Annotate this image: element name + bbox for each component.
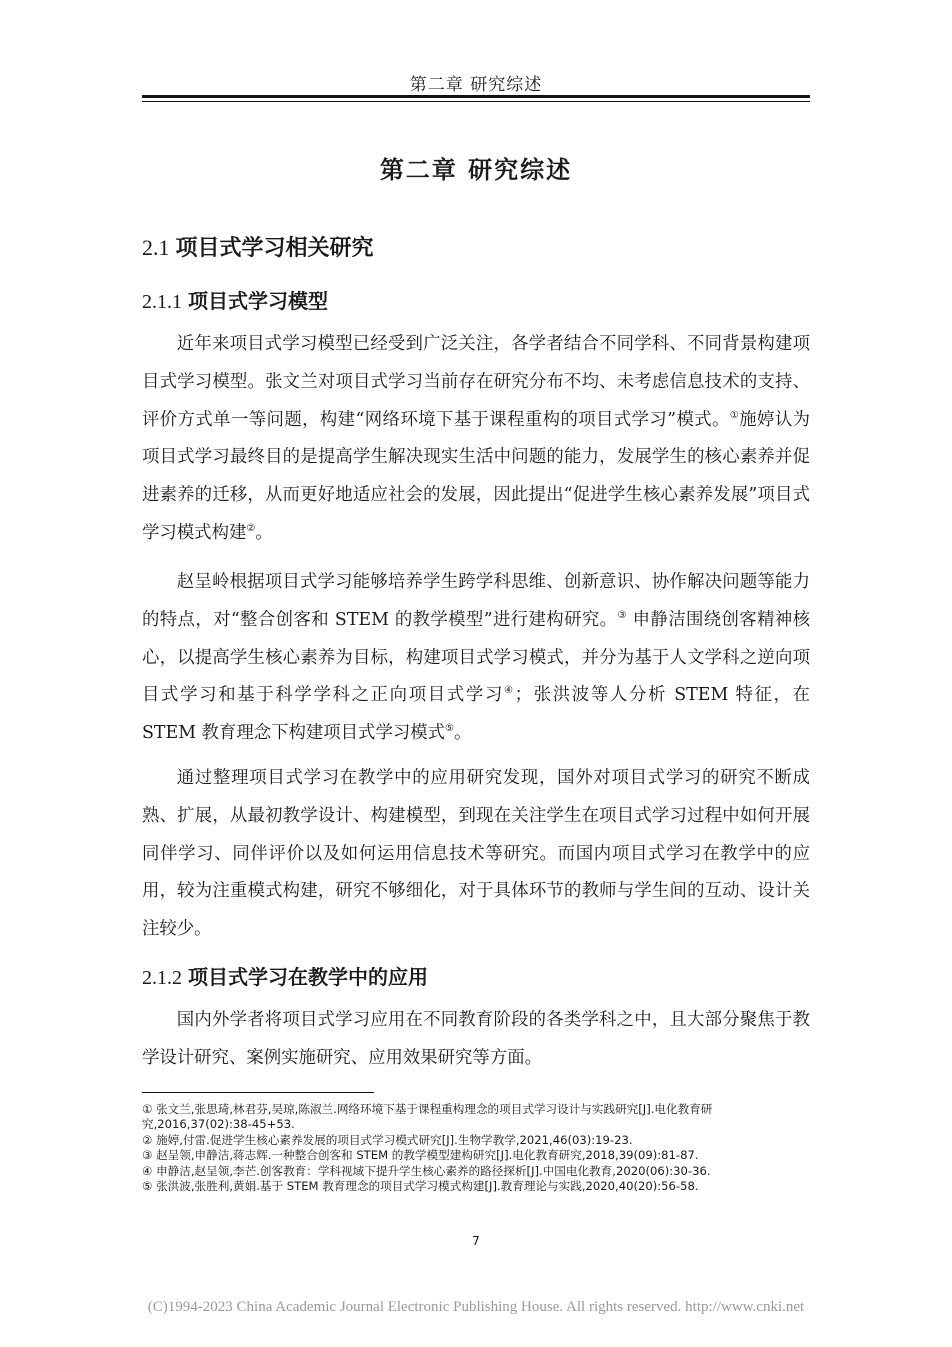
subsection-number: 2.1.2 [142,967,182,989]
subsection-title: 项目式学习模型 [188,289,328,313]
page-number: 7 [472,1234,480,1248]
paragraph-text: 赵呈岭根据项目式学习能够培养学生跨学科思维、创新意识、协作解决问题等能力的特点，对“整合创客和 STEM 的教学模型”进行建构研究。 [142,572,810,630]
section-number: 2.1 [142,235,170,260]
running-header: 第二章 研究综述 [409,75,543,95]
paragraph-text: 。 [453,723,472,744]
footnote: ① 张文兰,张思琦,林君芬,吴琼,陈淑兰.网络环境下基于课程重构理念的项目式学习设计与实践研究[J].电化教育研究,2016,37(02):38-45+53. [142,1102,713,1132]
paragraph-text: 施婷认为项目式学习最终目的是提高学生解决现实生活中问题的能力，发展学生的核心素养并促进素养的迁移，从而更好地适应社会的发展，因此提出“促进学生核心素养发展”项目式学习模式构建 [142,409,810,543]
subsection-heading [142,961,428,990]
footnote: ③ 赵呈领,申静洁,蒋志辉.一种整合创客和 STEM 的教学模型建构研究[J].电化教育研究,2018,39(09):81-87. [142,1148,699,1163]
chapter-title: 第二章 研究综述 [379,156,573,184]
subsection-number: 2.1.1 [142,291,182,313]
footnote-reference: ② [246,523,256,535]
footnote: ② 施婷,付雷.促进学生核心素养发展的项目式学习模式研究[J].生物学教学,2021,46(03):19-23. [142,1132,633,1147]
paragraph-text: 。 [255,522,273,543]
footnote-separator [142,1092,374,1093]
section-title: 项目式学习相关研究 [175,236,374,261]
footnote-reference: ④ [504,685,515,697]
paragraph-text: 申静洁围绕创客精神核心，以提高学生核心素养为目标，构建项目式学习模式，并分为基于人文学科之逆向项目式学习和基于科学学科之正向项目式学习 [142,609,811,706]
header-rule-thick [142,95,810,98]
subsection-title: 项目式学习在教学中的应用 [188,965,428,989]
footnote-reference: ① [729,409,740,421]
paragraph: 国内外学者将项目式学习应用在不同教育阶段的各类学科之中，且大部分聚焦于教学设计研究、案例实施研究、应用效果研究等方面。 [142,1010,810,1068]
paragraph-text: 近年来项目式学习模型已经受到广泛关注，各学者结合不同学科、不同背景构建项目式学习模型。张文兰对项目式学习当前存在研究分布不均、未考虑信息技术的支持、评价方式单一等问题，构建“网络环境下基于课程重构的项目式学习”模式。 [142,334,810,430]
paragraph-text: ；张洪波等人分析 STEM 特征，在 STEM 教育理念下构建项目式学习模式 [142,685,810,744]
paragraph: 通过整理项目式学习在教学中的应用研究发现，国外对项目式学习的研究不断成熟、扩展，从最初教学设计、构建模型，到现在关注学生在项目式学习过程中如何开展同伴学习、同伴评价以及如何运用信息技术等研究。而国内项目式学习在教学中的应用，较为注重模式构建，研究不够细化，对于具体环节的教师与学生间的互动、设计关注较少。 [142,768,810,940]
footnote: ⑤ 张洪波,张胜利,黄娟.基于 STEM 教育理念的项目式学习模式构建[J].教育理论与实践,2020,40(20):56-58. [142,1179,699,1194]
footnotes [142,1102,810,1194]
paragraph [142,326,810,553]
header-rule-thin [142,101,810,102]
paragraph [142,564,810,753]
footnote: ④ 申静洁,赵呈领,李芒.创客教育：学科视域下提升学生核心素养的路径探析[J].中国电化教育,2020(06):30-36. [142,1163,711,1178]
footnote-reference: ③ [617,610,627,621]
footnote-reference: ⑤ [445,723,454,735]
section-heading [142,231,374,262]
subsection-heading [142,285,328,314]
copyright-watermark: (C)1994-2023 China Academic Journal Electronic Publishing House. All rights reserved. http://www.cnki.net [147,1299,805,1315]
